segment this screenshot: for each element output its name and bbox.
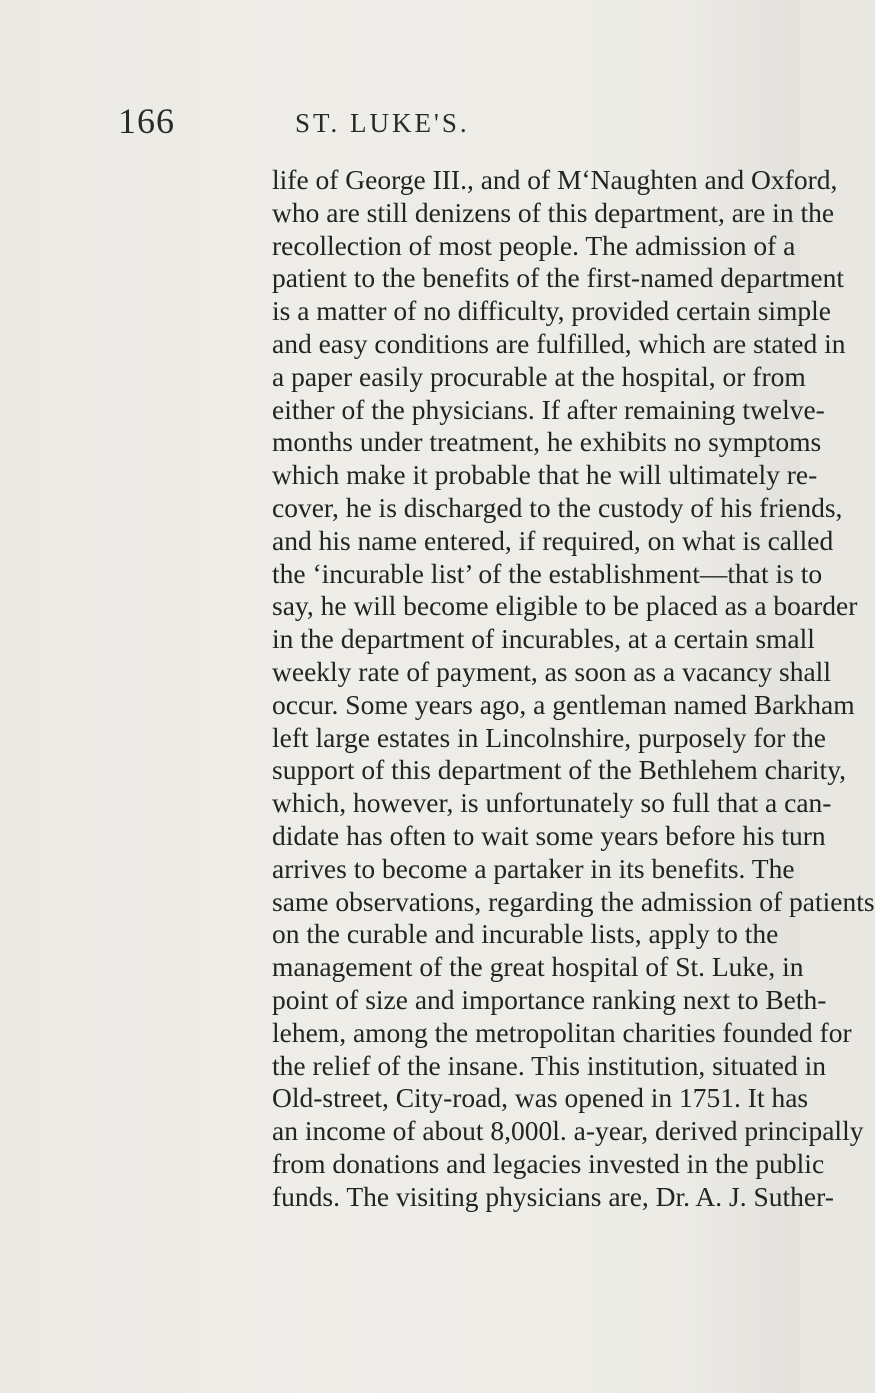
text-line: lehem, among the metropolitan charities founded for [272,1016,852,1048]
text-line: arrives to become a partaker in its benefits. The [272,852,795,884]
text-line: patient to the benefits of the first-named department [272,262,844,294]
text-line: in the department of incurables, at a certain small [272,623,815,655]
text-line: either of the physicians. If after remaining twelve- [272,393,825,425]
text-line: occur. Some years ago, a gentleman named Barkham [272,688,855,720]
text-line: who are still denizens of this department, are in the [272,196,835,228]
text-line: recollection of most people. The admission of a [272,229,796,261]
running-title: ST. LUKE'S. [295,108,470,138]
text-line: life of George III., and of M‘Naughten and Oxford, [272,164,838,195]
text-line: months under treatment, he exhibits no symptoms [272,426,822,458]
text-line: a paper easily procurable at the hospital, or from [272,360,806,392]
text-line: the relief of the insane. This institution, situated in [272,1049,826,1081]
text-line: funds. The visiting physicians are, Dr. A. J. Suther- [272,1180,834,1212]
text-line: Old-street, City-road, was opened in 1751. It has [272,1082,809,1114]
text-line: and his name entered, if required, on what is called [272,524,834,556]
text-line: and easy conditions are fulfilled, which are stated in [272,327,846,359]
text-line: didate has often to wait some years before his turn [272,819,826,851]
text-line: an income of about 8,000l. a-year, derived principally [272,1115,864,1147]
text-line: from donations and legacies invested in the public [272,1147,825,1179]
text-line: left large estates in Lincolnshire, purposely for the [272,721,826,753]
body-text [272,164,875,1214]
text-line: is a matter of no difficulty, provided certain simple [272,295,832,327]
text-line: support of this department of the Bethlehem charity, [272,754,847,786]
text-line: which, however, is unfortunately so full that a can- [272,787,832,819]
running-head [118,100,718,150]
text-line: say, he will become eligible to be placed as a boarder [272,590,858,622]
text-line: which make it probable that he will ultimately re- [272,459,818,491]
text-line: management of the great hospital of St. Luke, in [272,951,804,983]
text-line: on the curable and incurable lists, apply to the [272,918,779,950]
text-line: point of size and importance ranking next to Beth- [272,983,827,1015]
text-line: same observations, regarding the admission of patients [272,885,875,917]
text-line: the ‘incurable list’ of the establishment—that is to [272,557,823,589]
page-number: 166 [118,101,175,141]
text-line: weekly rate of payment, as soon as a vacancy shall [272,655,831,687]
text-line: cover, he is discharged to the custody of his friends, [272,491,843,523]
